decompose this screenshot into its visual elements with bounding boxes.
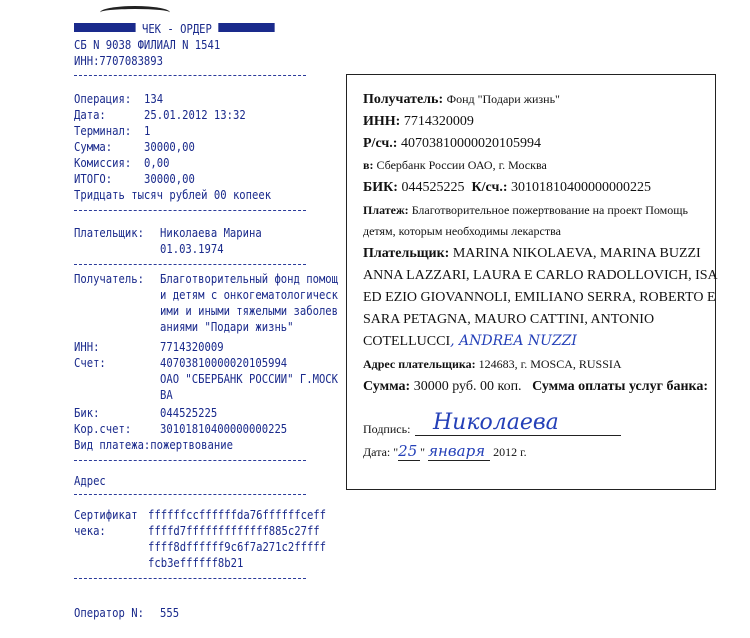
slip-recipient: Получатель: Фонд "Подари жизнь" — [363, 92, 560, 107]
recipient-line: и детям с онкогематологическ — [160, 288, 339, 302]
certificate-line: ffff8dffffff9c6f7a271c2fffff — [148, 540, 327, 554]
payer-name: Николаева Марина — [160, 226, 262, 240]
cash-receipt — [60, 0, 339, 638]
sum-value: 30000,00 — [144, 140, 195, 154]
slip-inn: ИНН: 7714320009 — [363, 114, 474, 129]
corr-account-value: 30101810400000000225 — [160, 422, 288, 436]
bik-label: Бик: — [74, 406, 100, 420]
operator-value: 555 — [160, 606, 180, 620]
account-label: Счет: — [74, 356, 106, 370]
account-line: ОАО "СБЕРБАНК РОССИИ" Г.МОСК — [160, 372, 339, 386]
date-label: Дата: — [74, 108, 106, 122]
slip-bik: БИК: 044525225 К/сч.: 30101810400000000225 — [363, 180, 652, 195]
certificate-line: fcb3effffff8b21 — [148, 556, 244, 570]
slip-purpose-cont: детям, которым необходимы лекарства — [363, 224, 561, 238]
slip-purpose: Платеж: Благотворительное пожертвование на проект Помощь — [363, 203, 688, 217]
inn-label: ИНН: — [74, 340, 100, 354]
slip-bank: в: Сбербанк России ОАО, г. Москва — [363, 158, 547, 172]
certificate-label: Сертификат — [74, 508, 138, 522]
inn-value: 7714320009 — [160, 340, 224, 354]
slip-payer-line: ANNA LAZZARI, LAURA E CARLO RADOLLOVICH, ISA — [363, 268, 718, 283]
receipt-bank-line: СБ N 9038 ФИЛИАЛ N 1541 — [74, 38, 221, 52]
operation-label: Операция: — [74, 92, 132, 106]
slip-date: Дата: "25 " января 2012 г. — [363, 442, 527, 460]
commission-label: Комиссия: — [74, 156, 132, 170]
corr-account-label: Кор.счет: — [74, 422, 132, 436]
slip-account: Р/сч.: 40703810000020105994 — [363, 136, 541, 151]
divider — [74, 460, 306, 461]
recipient-label: Получатель: — [74, 272, 144, 286]
total-label: ИТОГО: — [74, 172, 113, 186]
divider — [74, 75, 306, 76]
divider — [74, 494, 306, 495]
recipient-line: Благотворительный фонд помощ — [160, 272, 339, 286]
terminal-label: Терминал: — [74, 124, 132, 138]
divider — [74, 578, 306, 579]
amount-in-words: Тридцать тысяч рублей 00 копеек — [74, 188, 272, 202]
signature-label: Подпись: — [363, 422, 411, 436]
payment-slip — [346, 74, 716, 490]
payer-birthdate: 01.03.1974 — [160, 242, 224, 256]
account-line: ВА — [160, 388, 173, 402]
slip-sum: Сумма: 30000 руб. 00 коп. Сумма оплаты услуг банка: — [363, 379, 709, 394]
date-value: 25.01.2012 13:32 — [144, 108, 246, 122]
address-label: Адрес — [74, 474, 106, 488]
account-line: 40703810000020105994 — [160, 356, 288, 370]
terminal-value: 1 — [144, 124, 151, 138]
slip-payer-line: ED EZIO GIOVANNOLI, EMILIANO SERRA, ROBERTO E — [363, 290, 716, 305]
handwritten-signature: Николаева — [433, 410, 559, 435]
certificate-line: ffffffccffffffda76ffffffceff — [148, 508, 327, 522]
certificate-label: чека: — [74, 524, 106, 538]
total-value: 30000,00 — [144, 172, 195, 186]
slip-payer-line: COTELLUCCI, ANDREA NUZZI — [363, 333, 577, 349]
divider — [74, 264, 306, 265]
receipt-bank-inn: ИНН:7707083893 — [74, 54, 164, 68]
recipient-line: ими и иными тяжелыми заболев — [160, 304, 339, 318]
operation-value: 134 — [144, 92, 164, 106]
operator-label: Оператор N: — [74, 606, 144, 620]
recipient-line: аниями "Подари жизнь" — [160, 320, 294, 334]
receipt-curl — [100, 6, 170, 19]
sum-label: Сумма: — [74, 140, 113, 154]
slip-address: Адрес плательщика: 124683, г. MOSCA, RUSSIA — [363, 357, 622, 371]
payment-type: Вид платежа:пожертвование — [74, 438, 233, 452]
bik-value: 044525225 — [160, 406, 218, 420]
certificate-line: ffffd7fffffffffffff885c27ff — [148, 524, 320, 538]
handwritten-payer: , ANDREA NUZZI — [450, 333, 577, 349]
commission-value: 0,00 — [144, 156, 170, 170]
payer-label: Плательщик: — [74, 226, 144, 240]
slip-payer: Плательщик: MARINA NIKOLAEVA, MARINA BUZZI — [363, 246, 701, 261]
divider — [74, 210, 306, 211]
slip-payer-line: SARA PETAGNA, MAURO CATTINI, ANTONIO — [363, 312, 655, 327]
signature-line — [415, 435, 621, 436]
receipt-header: ЧЕК - ОРДЕР — [74, 22, 275, 37]
